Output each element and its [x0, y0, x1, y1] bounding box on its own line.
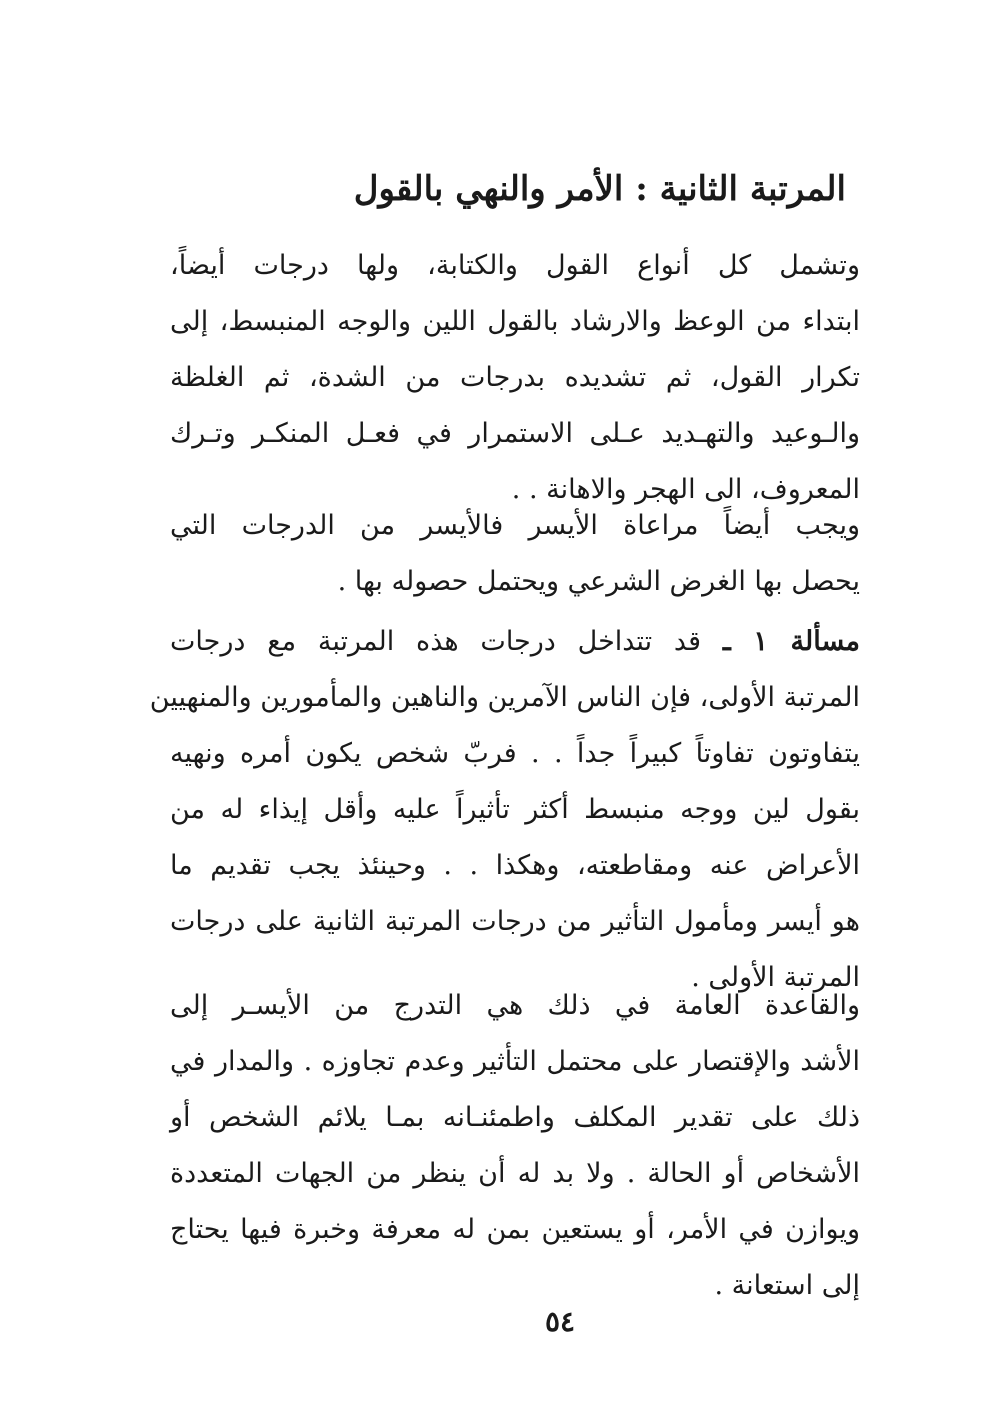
paragraph-line: وتشمل كل أنواع القول والكتابة، ولها درجات أيضاً،	[170, 250, 860, 281]
paragraph-line: ويوازن في الأمر، أو يستعين بمن له معرفة وخبرة فيها يحتاج	[170, 1214, 860, 1245]
paragraph-line: يحصل بها الغرض الشرعي ويحتمل حصوله بها .	[337, 566, 860, 597]
paragraph-line: والقاعدة العامة في ذلك هي التدرج من الأيسـر إلى	[170, 990, 860, 1021]
paragraph-line: تكرار القول، ثم تشديده بدرجات من الشدة، ثم الغلظة	[170, 362, 860, 393]
paragraph-1	[170, 238, 860, 518]
paragraph-line	[170, 614, 860, 670]
paragraph-line: المعروف، الى الهجر والاهانة . .	[511, 474, 860, 505]
paragraph-line: الأشخاص أو الحالة . ولا بد له أن ينظر من الجهات المتعددة	[170, 1158, 860, 1189]
question-first-line: قد تتداخل درجات هذه المرتبة مع درجات	[170, 626, 701, 657]
paragraph-line: والـوعيد والتهـديد عـلى الاستمرار في فعـل المنكـر وتـرك	[170, 418, 860, 449]
paragraph-2	[170, 498, 860, 610]
paragraph-line: المرتبة الأولى، فإن الناس الآمرين والناهين والمأمورين والمنهيين	[149, 682, 860, 713]
paragraph-line: إلى استعانة .	[714, 1270, 860, 1301]
paragraph-line: بقول لين ووجه منبسط أكثر تأثيراً عليه وأقل إيذاء له من	[170, 794, 860, 825]
paragraph-line: هو أيسر ومأمول التأثير من درجات المرتبة الثانية على درجات	[170, 906, 860, 937]
paragraph-3-question	[149, 614, 860, 1006]
section-heading: المرتبة الثانية : الأمر والنهي بالقول	[353, 169, 846, 209]
paragraph-line: يتفاوتون تفاوتاً كبيراً جداً . . فربّ شخص يكون أمره ونهيه	[170, 738, 860, 769]
paragraph-4	[170, 978, 860, 1314]
paragraph-line: المرتبة الأولى .	[691, 962, 860, 993]
question-label: مسألة ١ ـ	[722, 626, 860, 657]
page-number: ٥٤	[544, 1305, 576, 1338]
paragraph-line: ويجب أيضاً مراعاة الأيسر فالأيسر من الدرجات التي	[170, 510, 860, 541]
paragraph-line: الأشد والإقتصار على محتمل التأثير وعدم تجاوزه . والمدار في	[170, 1046, 860, 1077]
paragraph-line: ابتداء من الوعظ والارشاد بالقول اللين والوجه المنبسط، إلى	[170, 306, 860, 337]
paragraph-line: ذلك على تقدير المكلف واطمئنـانه بمـا يلائم الشخص أو	[170, 1102, 860, 1133]
paragraph-line: الأعراض عنه ومقاطعته، وهكذا . . وحينئذ يجب تقديم ما	[170, 850, 860, 881]
